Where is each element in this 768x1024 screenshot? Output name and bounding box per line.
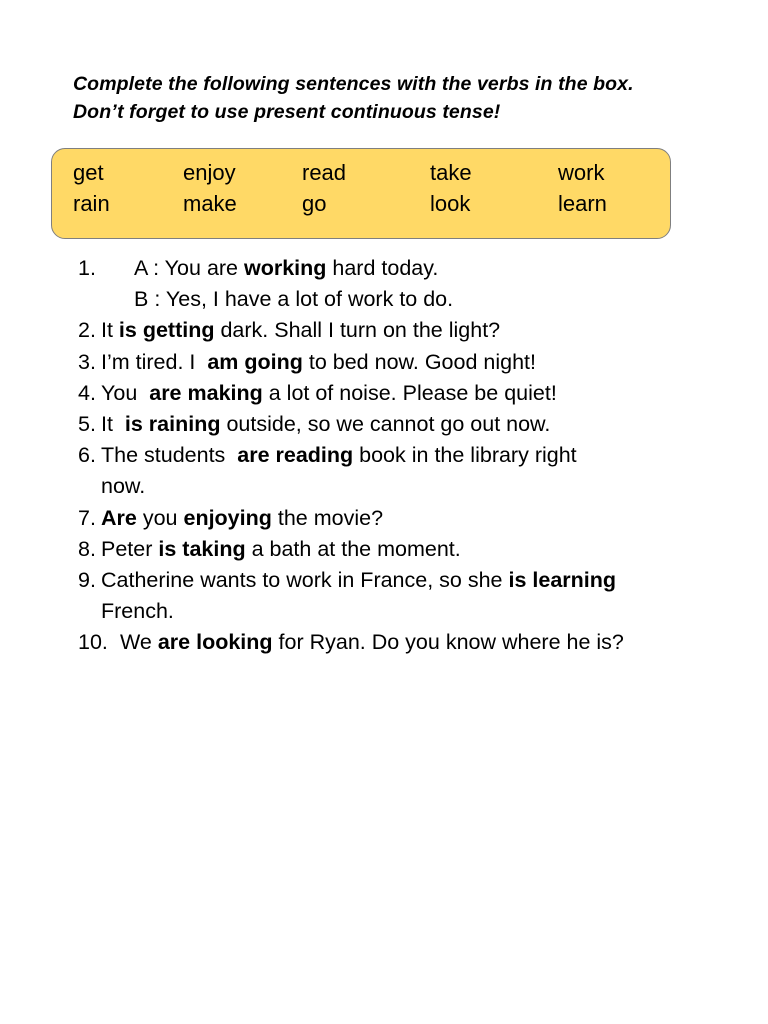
answer-verb: are looking xyxy=(157,630,273,655)
verb-word: get xyxy=(73,160,104,185)
item-text xyxy=(101,565,616,596)
item-text xyxy=(101,347,536,378)
item-number: 6. xyxy=(78,443,96,468)
verb-row-2 xyxy=(73,188,663,219)
verb-word: enjoy xyxy=(183,160,236,185)
exercise-item-9-continued xyxy=(78,596,718,627)
text-after: hard today. xyxy=(326,256,439,280)
text-before: The students xyxy=(101,443,238,468)
exercise-list xyxy=(78,253,718,658)
answer-verb: enjoying xyxy=(183,505,272,530)
item-text: now. xyxy=(101,474,146,499)
instructions-line-1: Complete the following sentences with the verbs in the box. xyxy=(73,73,634,95)
text-after: dark. Shall I turn on the light? xyxy=(214,318,501,343)
text-before: You xyxy=(101,380,150,405)
text-after: for Ryan. Do you know where he is? xyxy=(272,630,624,655)
text-before: We xyxy=(120,630,158,655)
text-after: the movie? xyxy=(271,505,384,530)
exercise-item-5 xyxy=(78,409,718,440)
text-before: Catherine wants to work in France, so she xyxy=(101,567,509,592)
item-number: 8. xyxy=(78,536,96,561)
text-before: A : You are xyxy=(134,256,244,280)
item-text xyxy=(120,627,624,658)
item-number: 5. xyxy=(78,411,96,436)
exercise-item-6 xyxy=(78,440,718,471)
item-text xyxy=(134,253,438,284)
exercise-item-7 xyxy=(78,503,718,534)
exercise-item-1-reply xyxy=(78,284,718,315)
item-text: French. xyxy=(101,599,174,624)
answer-verb: is getting xyxy=(118,318,215,343)
verb-grid xyxy=(73,157,663,219)
item-text xyxy=(101,440,577,471)
text-after: outside, so we cannot go out now. xyxy=(220,411,551,436)
exercise-item-10 xyxy=(78,627,718,658)
instructions xyxy=(73,70,713,126)
text-before: Peter xyxy=(101,536,159,561)
item-text xyxy=(101,315,500,346)
answer-verb: are reading xyxy=(237,443,354,468)
item-text xyxy=(101,503,383,534)
instructions-line-2: Don’t forget to use present continuous tense! xyxy=(73,101,501,123)
text-before: It xyxy=(101,411,125,436)
text-before: I’m tired. I xyxy=(101,349,208,374)
verb-word: go xyxy=(302,191,327,216)
answer-verb: is learning xyxy=(508,567,617,592)
item-number: 10. xyxy=(78,630,108,655)
verb-row-1 xyxy=(73,157,663,188)
verb-word: take xyxy=(430,160,472,185)
exercise-item-6-continued xyxy=(78,471,718,502)
text-middle: you xyxy=(136,505,184,530)
item-text: B : Yes, I have a lot of work to do. xyxy=(134,287,454,312)
verb-word: look xyxy=(430,191,471,216)
answer-verb: are making xyxy=(149,380,263,405)
text-after: book in the library right xyxy=(353,443,577,468)
verb-word: make xyxy=(183,191,237,216)
verb-box xyxy=(51,148,671,239)
item-text xyxy=(101,378,557,409)
text-after: a bath at the moment. xyxy=(245,536,461,561)
answer-verb: working xyxy=(244,256,327,280)
exercise-item-8 xyxy=(78,534,718,565)
exercise-item-9 xyxy=(78,565,718,596)
item-number: 9. xyxy=(78,567,96,592)
item-number: 3. xyxy=(78,349,96,374)
text-before: It xyxy=(101,318,119,343)
item-number: 7. xyxy=(78,505,96,530)
exercise-item-1 xyxy=(78,253,718,284)
item-text xyxy=(101,534,461,565)
item-number: 1. xyxy=(78,256,96,280)
answer-verb: is taking xyxy=(158,536,246,561)
exercise-item-2 xyxy=(78,315,718,346)
exercise-item-3 xyxy=(78,347,718,378)
text-after: to bed now. Good night! xyxy=(302,349,536,374)
answer-verb: is raining xyxy=(124,411,221,436)
item-text xyxy=(101,409,550,440)
exercise-item-4 xyxy=(78,378,718,409)
verb-word: learn xyxy=(558,191,607,216)
verb-word: read xyxy=(302,160,347,185)
text-after: a lot of noise. Please be quiet! xyxy=(262,380,557,405)
item-number: 2. xyxy=(78,318,96,343)
answer-verb: am going xyxy=(207,349,303,374)
verb-word: rain xyxy=(73,191,110,216)
answer-verb: Are xyxy=(101,505,137,530)
item-number: 4. xyxy=(78,380,96,405)
verb-word: work xyxy=(558,160,605,185)
